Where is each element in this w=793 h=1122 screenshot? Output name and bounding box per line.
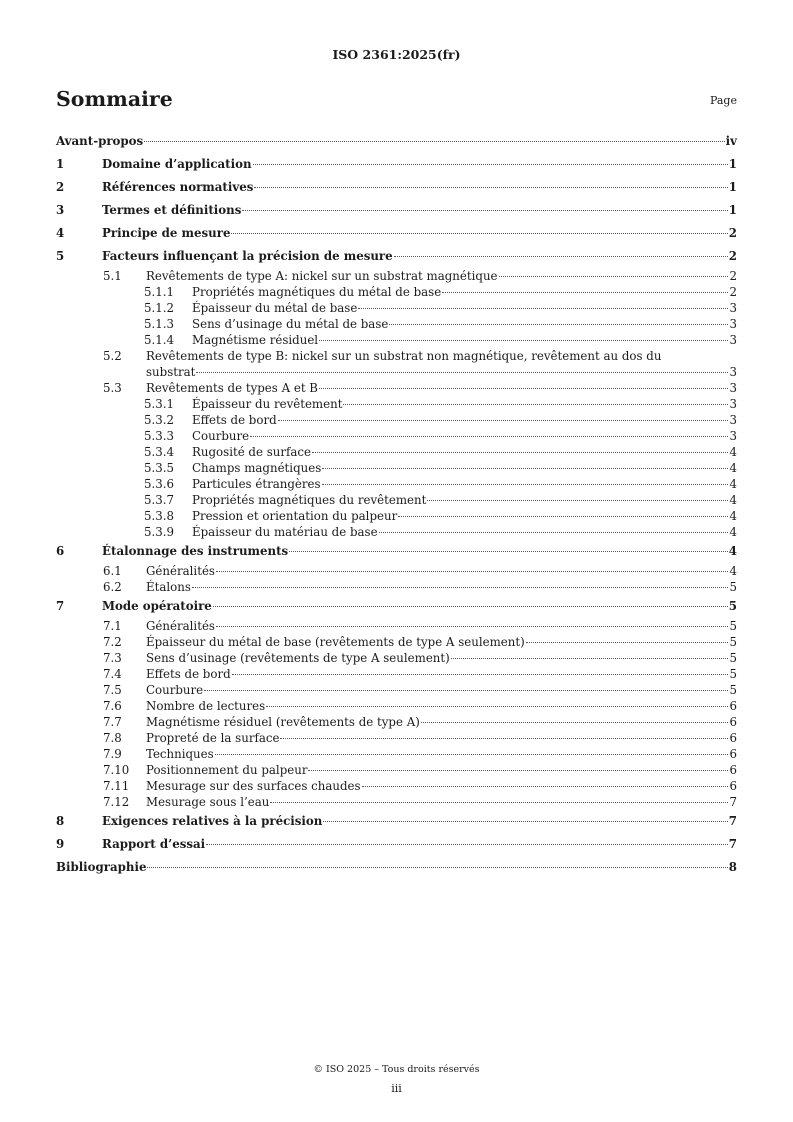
toc-entry-title: Facteurs influençant la précision de mesure (102, 249, 393, 263)
toc-entry-title: Propriétés magnétiques du revêtement (192, 493, 427, 507)
dot-leader (242, 210, 727, 211)
toc-entry-page: 4 (729, 493, 737, 507)
toc-entry-page: 2 (729, 285, 737, 299)
toc-entry-title: Termes et définitions (102, 203, 242, 217)
title-row (56, 86, 737, 112)
toc-entry-page: 7 (728, 837, 737, 851)
page-column-label: Page (709, 94, 737, 107)
toc-entry-title: Mesurage sur des surfaces chaudes (146, 779, 361, 793)
toc-entry[interactable] (56, 762, 737, 778)
dot-leader (343, 404, 728, 405)
toc-entry[interactable] (56, 810, 737, 833)
dot-leader (319, 388, 729, 389)
toc-entry[interactable] (56, 364, 737, 380)
toc-entry-page: 6 (729, 747, 737, 761)
toc-entry[interactable] (56, 153, 737, 176)
toc-entry-number: 7 (56, 599, 65, 613)
toc-entry-page: 5 (729, 619, 737, 633)
toc-entry-number: 7.11 (103, 779, 130, 793)
dot-leader (231, 233, 727, 234)
toc-entry-number: 9 (56, 837, 65, 851)
toc-entry-page: 2 (728, 226, 737, 240)
dot-leader (250, 436, 728, 437)
toc-entry-number: 5.1.3 (144, 317, 175, 331)
toc-entry-page: 7 (728, 814, 737, 828)
toc-entry-page: 4 (729, 477, 737, 491)
toc-entry-page: 3 (729, 301, 737, 315)
toc-entry-number: 7.6 (103, 699, 122, 713)
toc-entry[interactable] (56, 222, 737, 245)
dot-leader (206, 844, 728, 845)
copyright-footer: © ISO 2025 – Tous droits réservés (313, 1064, 480, 1075)
toc-entry-title: Revêtements de types A et B (146, 381, 318, 395)
toc-entry-page: 6 (729, 715, 737, 729)
toc-entry-title: Rugosité de surface (192, 445, 311, 459)
toc-entry[interactable] (56, 460, 737, 476)
toc-entry[interactable] (56, 176, 737, 199)
toc-entry-page: 3 (729, 413, 737, 427)
toc-entry-page: 3 (729, 381, 737, 395)
toc-entry-number: 1 (56, 157, 65, 171)
toc-entry-page: 3 (729, 333, 737, 347)
toc-entry[interactable] (56, 618, 737, 634)
toc-entry-number: 7.5 (103, 683, 122, 697)
toc-entry-title: Généralités (146, 564, 215, 578)
toc-entry-number: 7.12 (103, 795, 130, 809)
toc-entry-page: 6 (729, 779, 737, 793)
toc-entry-title: Magnétisme résiduel (192, 333, 319, 347)
table-of-contents (56, 130, 737, 879)
toc-entry-title: Sens d’usinage (revêtements de type A seulement) (146, 651, 450, 665)
dot-leader (280, 738, 728, 739)
toc-entry[interactable] (56, 412, 737, 428)
toc-entry-number: 4 (56, 226, 65, 240)
toc-entry-number: 5.2 (103, 349, 122, 363)
toc-entry[interactable] (56, 579, 737, 595)
toc-entry-title: Mode opératoire (102, 599, 212, 613)
toc-entry-line[interactable] (56, 348, 737, 364)
toc-entry-page: 4 (729, 509, 737, 523)
toc-entry[interactable] (56, 778, 737, 794)
toc-entry-title: Domaine d’application (102, 157, 252, 171)
toc-entry-number: 5.1 (103, 269, 122, 283)
toc-entry[interactable] (56, 833, 737, 856)
dot-leader (289, 551, 728, 552)
toc-entry-title: Épaisseur du matériau de base (192, 525, 378, 539)
toc-entry-page: 2 (728, 249, 737, 263)
toc-entry-title: Exigences relatives à la précision (102, 814, 323, 828)
dot-leader (254, 187, 727, 188)
toc-entry-page: 6 (729, 763, 737, 777)
toc-entry[interactable] (56, 595, 737, 618)
toc-entry-page: iv (725, 134, 737, 148)
toc-entry-page: 4 (729, 445, 737, 459)
toc-entry[interactable] (56, 284, 737, 300)
toc-entry[interactable] (56, 268, 737, 284)
toc-entry-number: 3 (56, 203, 65, 217)
toc-entry[interactable] (56, 634, 737, 650)
toc-entry[interactable] (56, 300, 737, 316)
toc-entry-title: Étalonnage des instruments (102, 544, 289, 558)
dot-leader (323, 821, 727, 822)
dot-leader (389, 324, 728, 325)
toc-entry-number: 2 (56, 180, 65, 194)
toc-entry-title: Positionnement du palpeur (146, 763, 308, 777)
dot-leader (499, 276, 729, 277)
toc-entry-page: 4 (728, 544, 737, 558)
dot-leader (394, 256, 728, 257)
toc-entry-number: 7.9 (103, 747, 122, 761)
toc-entry-page: 4 (729, 564, 737, 578)
toc-entry-title: Champs magnétiques (192, 461, 322, 475)
toc-entry-title-continued: substrat (146, 365, 196, 379)
toc-entry[interactable] (56, 730, 737, 746)
dot-leader (266, 706, 728, 707)
dot-leader (216, 571, 729, 572)
dot-leader (526, 642, 729, 643)
toc-entry-page: 1 (728, 180, 737, 194)
document-id-header: ISO 2361:2025(fr) (332, 47, 461, 62)
toc-entry-title: Nombre de lectures (146, 699, 266, 713)
dot-leader (192, 587, 729, 588)
toc-entry-number: 5.3.3 (144, 429, 175, 443)
toc-entry[interactable] (56, 199, 737, 222)
toc-entry-number: 7.3 (103, 651, 122, 665)
toc-entry-title: Propreté de la surface (146, 731, 280, 745)
toc-entry-title: Bibliographie (56, 860, 147, 874)
toc-entry-number: 7.10 (103, 763, 130, 777)
toc-entry-number: 5.3.8 (144, 509, 175, 523)
toc-entry[interactable] (56, 540, 737, 563)
dot-leader (421, 722, 729, 723)
toc-entry[interactable] (56, 444, 737, 460)
toc-entry-title: Avant-propos (56, 134, 144, 148)
dot-leader (308, 770, 728, 771)
dot-leader (204, 690, 728, 691)
toc-entry-title: Rapport d’essai (102, 837, 206, 851)
toc-entry-number: 5.3.1 (144, 397, 175, 411)
toc-entry-number: 7.8 (103, 731, 122, 745)
toc-entry-page: 5 (729, 683, 737, 697)
toc-entry-title: Épaisseur du métal de base (revêtements de type A seulement) (146, 635, 525, 649)
toc-entry-page: 5 (729, 580, 737, 594)
page-title: Sommaire (56, 87, 173, 111)
toc-entry[interactable] (56, 332, 737, 348)
toc-entry-title: Techniques (146, 747, 214, 761)
dot-leader (379, 532, 729, 533)
toc-entry-page: 3 (729, 317, 737, 331)
toc-entry-number: 5 (56, 249, 65, 263)
toc-entry-title: Épaisseur du métal de base (192, 301, 358, 315)
toc-entry-title: Épaisseur du revêtement (192, 397, 343, 411)
dot-leader (213, 606, 728, 607)
toc-entry-title: Effets de bord (192, 413, 277, 427)
dot-leader (442, 292, 728, 293)
toc-entry-page: 3 (729, 429, 737, 443)
dot-leader (358, 308, 728, 309)
dot-leader (232, 674, 729, 675)
toc-entry-title: Revêtements de type A: nickel sur un substrat magnétique (146, 269, 498, 283)
toc-entry[interactable] (56, 316, 737, 332)
toc-entry-page: 1 (728, 157, 737, 171)
toc-entry-title: Propriétés magnétiques du métal de base (192, 285, 442, 299)
toc-entry-title: Principe de mesure (102, 226, 231, 240)
toc-entry-number: 5.3.9 (144, 525, 175, 539)
toc-entry-page: 1 (728, 203, 737, 217)
toc-entry-page: 3 (729, 397, 737, 411)
toc-entry-number: 6.2 (103, 580, 122, 594)
dot-leader (362, 786, 729, 787)
toc-entry-title: Particules étrangères (192, 477, 321, 491)
dot-leader (398, 516, 728, 517)
toc-entry-page: 6 (729, 699, 737, 713)
toc-entry-page: 5 (729, 635, 737, 649)
toc-entry[interactable] (56, 524, 737, 540)
toc-entry-number: 7.2 (103, 635, 122, 649)
toc-entry[interactable] (56, 698, 737, 714)
toc-entry-number: 5.3.5 (144, 461, 175, 475)
toc-entry-number: 5.3 (103, 381, 122, 395)
dot-leader (278, 420, 729, 421)
toc-entry-title: Courbure (192, 429, 250, 443)
dot-leader (451, 658, 729, 659)
dot-leader (270, 802, 728, 803)
dot-leader (216, 626, 729, 627)
page-number: iii (391, 1082, 402, 1095)
toc-entry[interactable] (56, 666, 737, 682)
toc-entry[interactable] (56, 794, 737, 810)
dot-leader (322, 468, 728, 469)
toc-entry-title: Magnétisme résiduel (revêtements de type A) (146, 715, 420, 729)
toc-entry-page: 3 (729, 365, 737, 379)
toc-entry[interactable] (56, 130, 737, 153)
dot-leader (215, 754, 729, 755)
toc-entry-number: 5.1.2 (144, 301, 175, 315)
toc-entry-page: 5 (729, 651, 737, 665)
toc-entry[interactable] (56, 245, 737, 268)
toc-entry[interactable] (56, 682, 737, 698)
dot-leader (196, 372, 728, 373)
toc-entry-number: 6 (56, 544, 65, 558)
toc-entry-title: Références normatives (102, 180, 254, 194)
toc-entry-page: 8 (728, 860, 737, 874)
dot-leader (427, 500, 728, 501)
dot-leader (322, 484, 729, 485)
toc-entry-title: Pression et orientation du palpeur (192, 509, 398, 523)
toc-entry-number: 6.1 (103, 564, 122, 578)
toc-entry[interactable] (56, 856, 737, 879)
toc-entry-page: 6 (729, 731, 737, 745)
dot-leader (144, 141, 724, 142)
toc-entry-number: 5.1.4 (144, 333, 175, 347)
toc-entry-title: Généralités (146, 619, 215, 633)
toc-entry-title: Mesurage sous l’eau (146, 795, 270, 809)
toc-entry-number: 5.3.2 (144, 413, 175, 427)
toc-entry-number: 8 (56, 814, 65, 828)
toc-entry[interactable] (56, 508, 737, 524)
toc-entry-title: Effets de bord (146, 667, 231, 681)
toc-entry[interactable] (56, 476, 737, 492)
toc-entry-number: 7.4 (103, 667, 122, 681)
toc-entry-number: 5.3.6 (144, 477, 175, 491)
toc-entry-title: Étalons (146, 580, 191, 594)
dot-leader (319, 340, 728, 341)
dot-leader (312, 452, 728, 453)
toc-entry[interactable] (56, 492, 737, 508)
toc-entry-page: 7 (729, 795, 737, 809)
toc-entry[interactable] (56, 396, 737, 412)
toc-entry-page: 5 (729, 667, 737, 681)
toc-entry-title: Revêtements de type B: nickel sur un substrat non magnétique, revêtement au dos du (146, 349, 662, 363)
toc-entry[interactable] (56, 714, 737, 730)
toc-entry-page: 4 (729, 525, 737, 539)
toc-entry-title: Courbure (146, 683, 204, 697)
toc-entry-title: Sens d’usinage du métal de base (192, 317, 389, 331)
toc-entry-page: 4 (729, 461, 737, 475)
toc-entry-number: 5.3.7 (144, 493, 175, 507)
toc-entry[interactable] (56, 380, 737, 396)
toc-entry-page: 5 (728, 599, 737, 613)
dot-leader (253, 164, 728, 165)
toc-entry-page: 2 (729, 269, 737, 283)
toc-entry[interactable] (56, 428, 737, 444)
dot-leader (147, 867, 727, 868)
toc-entry[interactable] (56, 746, 737, 762)
toc-entry-number: 7.1 (103, 619, 122, 633)
toc-entry[interactable] (56, 563, 737, 579)
toc-entry-number: 5.1.1 (144, 285, 175, 299)
toc-entry-number: 5.3.4 (144, 445, 175, 459)
toc-entry-number: 7.7 (103, 715, 122, 729)
toc-entry[interactable] (56, 650, 737, 666)
